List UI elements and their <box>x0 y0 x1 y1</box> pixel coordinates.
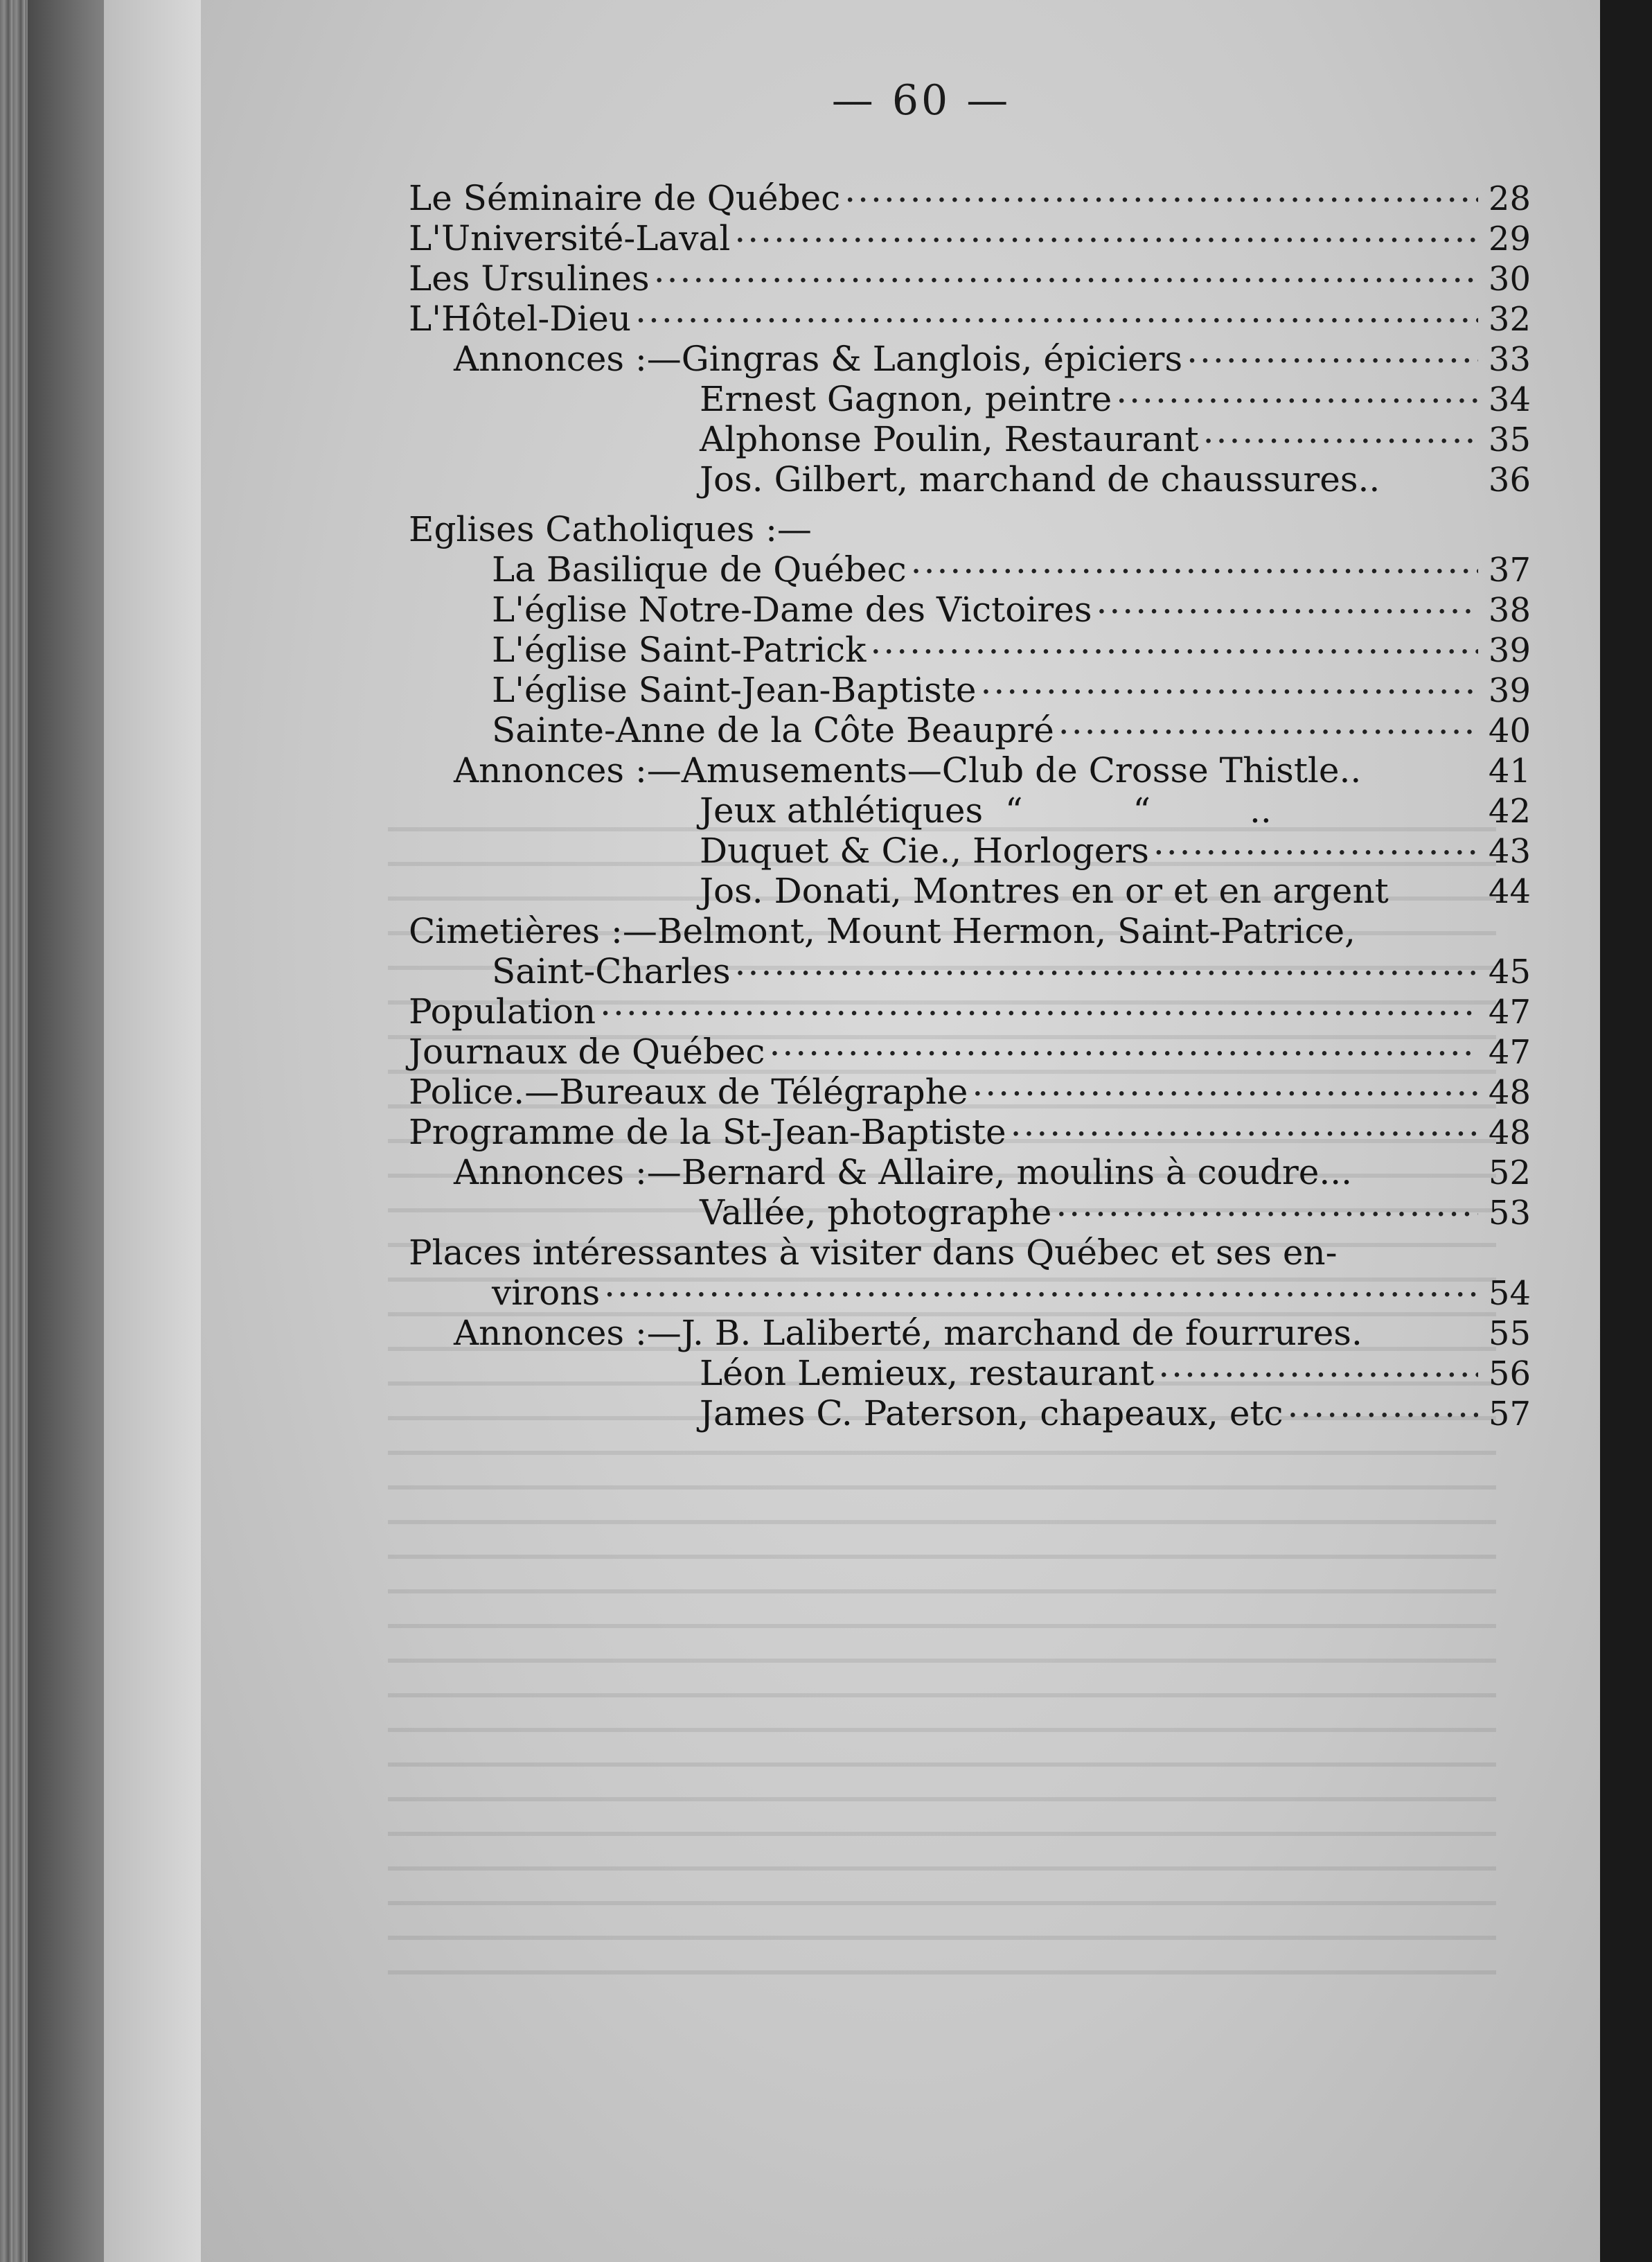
toc-entry <box>409 371 1531 419</box>
toc-entry <box>409 1184 1531 1232</box>
toc-entry-label: L'Hôtel-Dieu <box>409 299 632 339</box>
dot-leader <box>1096 581 1478 621</box>
toc-entry-page: 56 <box>1488 1354 1531 1393</box>
toc-entry-label: Cimetières :—Belmont, Mount Hermon, Saint-Patrice, <box>409 911 1356 951</box>
toc-entry <box>409 863 1531 911</box>
toc-entry <box>409 742 1531 790</box>
dot-leader <box>911 541 1478 581</box>
toc-entry <box>409 1305 1531 1353</box>
dot-leader <box>972 1063 1478 1104</box>
toc-entry-page: 57 <box>1488 1395 1531 1433</box>
toc-entry-label: Jos. Donati, Montres en or et en argent <box>700 871 1389 911</box>
dot-leader <box>1058 702 1478 742</box>
toc-entry-label: L'église Saint-Jean-Baptiste <box>492 670 977 710</box>
toc-entry-label: L'église Saint-Patrick <box>492 630 867 670</box>
dot-leader <box>734 210 1478 250</box>
toc-entry-page: 39 <box>1488 631 1531 670</box>
toc-entry-label: Ernest Gagnon, peintre <box>700 379 1112 419</box>
toc-entry <box>409 662 1531 710</box>
toc-entry <box>409 501 1531 549</box>
toc-entry-page: 32 <box>1488 300 1531 339</box>
toc-entry-page: 40 <box>1488 712 1531 750</box>
toc-entry-page: 29 <box>1488 220 1531 258</box>
dot-leader <box>600 983 1478 1023</box>
toc-entry-label: Alphonse Poulin, Restaurant <box>700 419 1199 459</box>
toc-entry-label: Police.—Bureaux de Télégraphe <box>409 1072 968 1112</box>
toc-entry-label: Duquet & Cie., Horlogers <box>700 831 1149 871</box>
toc-entry <box>409 1224 1531 1273</box>
toc-entry-label: Places intéressantes à visiter dans Québec et ses en- <box>409 1232 1338 1273</box>
dot-leader <box>769 1023 1478 1063</box>
dot-leader <box>604 1264 1478 1305</box>
toc-entry <box>409 541 1531 590</box>
toc-entry-page: 47 <box>1488 993 1531 1032</box>
toc-entry-label: Vallée, photographe <box>700 1192 1052 1232</box>
binding-strip <box>104 0 201 2262</box>
page-number: — 60 — <box>831 76 1011 125</box>
toc-entry-page: 53 <box>1488 1194 1531 1232</box>
toc-entry-page: 48 <box>1488 1073 1531 1112</box>
toc-entry <box>409 782 1531 831</box>
toc-entry-page: 43 <box>1488 832 1531 871</box>
dot-leader <box>735 943 1478 983</box>
toc-entry <box>409 210 1531 258</box>
toc-entry-label: L'Université-Laval <box>409 218 731 258</box>
toc-entry-page: 36 <box>1488 461 1531 500</box>
dot-leader <box>1158 1345 1478 1385</box>
toc-entry-page: 42 <box>1488 792 1531 831</box>
toc-entry-label: La Basilique de Québec <box>492 549 907 590</box>
toc-entry-page: 47 <box>1488 1033 1531 1072</box>
toc-entry-page: 55 <box>1488 1314 1531 1353</box>
dot-leader <box>1116 371 1478 411</box>
toc-entry-label: Annonces :—Amusements—Club de Crosse Thistle.. <box>454 750 1362 790</box>
toc-entry-label: Annonces :—Gingras & Langlois, épiciers <box>454 339 1183 379</box>
toc-entry <box>409 1264 1531 1313</box>
toc-entry-label: James C. Paterson, chapeaux, etc <box>700 1393 1284 1433</box>
toc-entry-page: 30 <box>1488 260 1531 299</box>
toc-entry <box>409 1345 1531 1393</box>
toc-entry-label: Jos. Gilbert, marchand de chaussures.. <box>700 459 1380 500</box>
toc-entry <box>409 250 1531 299</box>
dot-leader <box>1153 822 1478 863</box>
table-of-contents <box>409 170 1531 1433</box>
dot-leader <box>980 662 1478 702</box>
toc-entry <box>409 1023 1531 1072</box>
toc-entry <box>409 1144 1531 1192</box>
toc-entry <box>409 330 1531 379</box>
toc-entry <box>409 822 1531 871</box>
toc-entry-label: Les Ursulines <box>409 258 650 299</box>
toc-entry-page: 33 <box>1488 340 1531 379</box>
toc-entry-page: 52 <box>1488 1154 1531 1192</box>
toc-entry <box>409 451 1531 500</box>
toc-entry <box>409 1104 1531 1152</box>
toc-entry-label: virons <box>492 1273 601 1313</box>
toc-entry-page: 37 <box>1488 551 1531 590</box>
toc-entry <box>409 943 1531 991</box>
toc-entry-page: 39 <box>1488 671 1531 710</box>
dot-leader <box>635 290 1478 330</box>
toc-entry <box>409 290 1531 339</box>
toc-entry <box>409 1385 1531 1433</box>
toc-entry-page: 44 <box>1488 872 1531 911</box>
toc-entry-label: Saint-Charles <box>492 951 731 991</box>
toc-entry <box>409 581 1531 630</box>
toc-entry-page: 38 <box>1488 591 1531 630</box>
dot-leader <box>870 621 1478 662</box>
dot-leader <box>844 170 1478 210</box>
dot-leader <box>1203 411 1478 451</box>
toc-entry <box>409 1063 1531 1112</box>
toc-entry <box>409 702 1531 750</box>
dot-leader <box>1187 330 1478 371</box>
toc-entry-page: 34 <box>1488 380 1531 419</box>
dot-leader <box>1011 1104 1478 1144</box>
toc-entry <box>409 621 1531 670</box>
toc-entry-label: Léon Lemieux, restaurant <box>700 1353 1155 1393</box>
toc-entry-label: Annonces :—Bernard & Allaire, moulins à coudre... <box>454 1152 1353 1192</box>
toc-entry-label: Eglises Catholiques :— <box>409 509 812 549</box>
toc-entry-label: Jeux athlétiques “ “ .. <box>700 790 1272 831</box>
toc-entry-label: Population <box>409 991 596 1032</box>
toc-entry <box>409 170 1531 218</box>
toc-entry-page: 28 <box>1488 179 1531 218</box>
dot-leader <box>1056 1184 1478 1224</box>
toc-entry-page: 48 <box>1488 1113 1531 1152</box>
toc-entry <box>409 983 1531 1032</box>
toc-entry-label: Annonces :—J. B. Laliberté, marchand de fourrures. <box>454 1313 1362 1353</box>
toc-entry-label: Journaux de Québec <box>409 1032 765 1072</box>
toc-entry-label: Programme de la St-Jean-Baptiste <box>409 1112 1006 1152</box>
toc-entry-page: 35 <box>1488 421 1531 459</box>
toc-entry-page: 41 <box>1488 752 1531 790</box>
toc-entry-page: 45 <box>1488 953 1531 991</box>
toc-entry <box>409 411 1531 459</box>
toc-entry-page: 54 <box>1488 1274 1531 1313</box>
toc-entry-label: Le Séminaire de Québec <box>409 178 841 218</box>
dot-leader <box>1288 1385 1478 1425</box>
dot-leader <box>654 250 1478 290</box>
scan-border <box>1600 0 1652 2262</box>
toc-entry <box>409 903 1531 951</box>
toc-entry-label: Sainte-Anne de la Côte Beaupré <box>492 710 1054 750</box>
toc-entry-label: L'église Notre-Dame des Victoires <box>492 590 1092 630</box>
